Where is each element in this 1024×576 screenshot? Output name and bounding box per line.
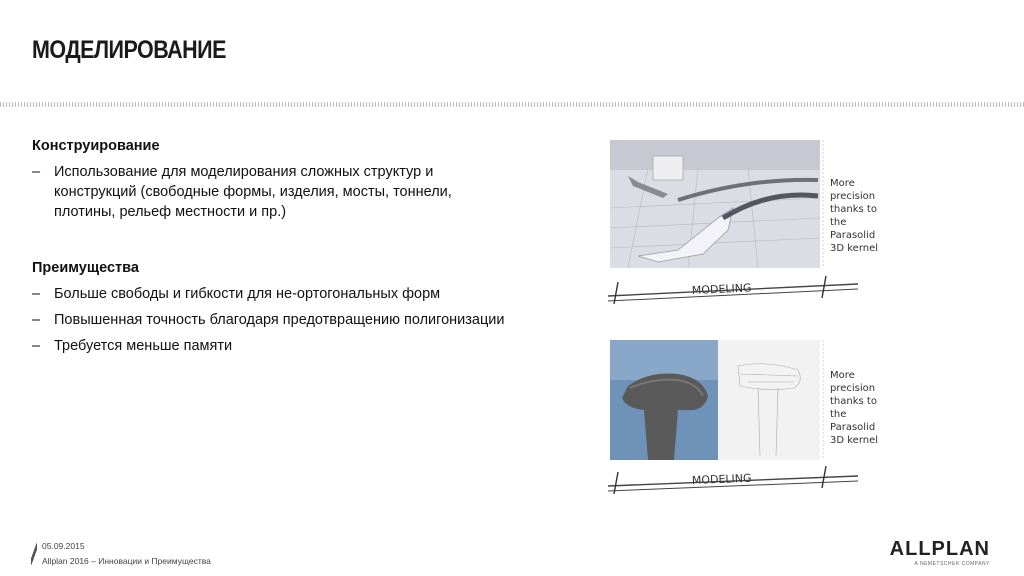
figure-pier-model (608, 326, 879, 496)
logo-tagline: A NEMETSCHEK COMPANY (914, 561, 990, 567)
figure-note-line: the (830, 217, 847, 228)
title-divider (0, 102, 1024, 107)
figure-note-line: Parasolid (830, 422, 876, 433)
figure-note-line: More (830, 178, 855, 189)
list-item: – Использование для моделирования сложных структур и конструкций (свободные формы, изделия, мосты, тоннели, плотины, рельеф местности и пр.) (32, 164, 452, 220)
figure-note-line: thanks to (830, 204, 877, 215)
section-heading-advantages: Преимущества (32, 260, 139, 276)
figure-note-line: the (830, 409, 847, 420)
figure-note-line: precision (830, 191, 876, 202)
slide-title: МОДЕЛИРОВАНИЕ (32, 36, 226, 64)
figure-note-line: precision (830, 383, 876, 394)
figure-note-line: 3D kernel (830, 243, 879, 254)
figure-note-line: Parasolid (830, 230, 876, 241)
pier-model-illustration (608, 326, 879, 496)
advantages-list (32, 284, 512, 356)
list-item: – Больше свободы и гибкости для не-ортогональных форм (32, 286, 441, 302)
list-item: – Требуется меньше памяти (32, 338, 233, 354)
figure-note-line: 3D kernel (830, 435, 879, 446)
slide-content (32, 136, 512, 362)
dash-bullet: – (32, 338, 41, 354)
footer-date: 05.09.2015 (42, 541, 85, 551)
figure-caption: MODELING (691, 471, 752, 487)
construction-list (32, 162, 512, 222)
allplan-logo: ALLPLAN (889, 538, 990, 560)
figure-note-line: More (830, 370, 855, 381)
footer-slash-icon (31, 543, 37, 565)
list-item: – Повышенная точность благодаря предотвращению полигонизации (32, 312, 505, 328)
dash-bullet: – (32, 286, 41, 302)
dash-bullet: – (32, 312, 41, 328)
figure-note-line: thanks to (830, 396, 877, 407)
section-heading-construction: Конструирование (32, 138, 160, 154)
dash-bullet: – (32, 164, 41, 180)
bridge-model-illustration (608, 138, 879, 306)
footer-text: Allplan 2016 – Инновации и Преимущества (42, 556, 211, 566)
figure-bridge-model (608, 138, 879, 306)
figure-caption: MODELING (691, 281, 752, 297)
